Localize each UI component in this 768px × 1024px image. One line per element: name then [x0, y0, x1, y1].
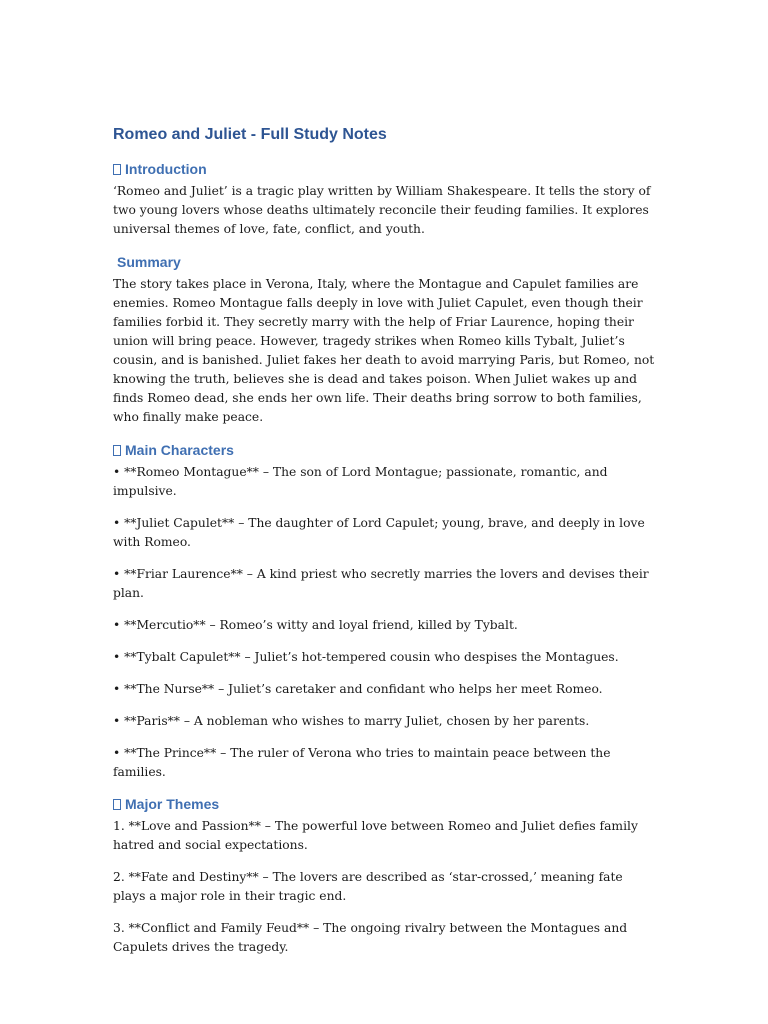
list-item: 3. **Conflict and Family Feud** – The ongoing rivalry between the Montagues and Capulets drives the tragedy.: [113, 921, 628, 954]
list-item: • **Mercutio** – Romeo’s witty and loyal friend, killed by Tybalt.: [113, 618, 518, 632]
list-item: • **The Prince** – The ruler of Verona who tries to maintain peace between the families.: [113, 746, 611, 779]
missing-glyph-icon: [113, 799, 121, 810]
introduction-heading: [113, 160, 658, 178]
summary-text: The story takes place in Verona, Italy, where the Montague and Capulet families are enemies. Romeo Montague falls deeply in love with Juliet Capulet, even though their families forbid it. They secretly marry with the help of Friar Laurence, hoping their union will bring peace. However, tragedy strikes when Romeo kills Tybalt, Juliet’s cousin, and is banished. Juliet fakes her death to avoid marrying Paris, but Romeo, not knowing the truth, believes she is dead and takes poison. When Juliet wakes up and finds Romeo dead, she ends her own life. Their deaths bring sorrow to both families, who finally make peace.: [113, 277, 655, 424]
characters-heading: [113, 441, 658, 459]
introduction-heading-text: Introduction: [125, 161, 207, 177]
characters-section: [113, 441, 658, 782]
list-item: 2. **Fate and Destiny** – The lovers are described as ‘star-crossed,’ meaning fate plays a major role in their tragic end.: [113, 870, 623, 903]
missing-glyph-icon: [113, 445, 121, 456]
missing-glyph-icon: [113, 164, 121, 175]
list-item: • **Friar Laurence** – A kind priest who secretly marries the lovers and devises their plan.: [113, 567, 649, 600]
list-item: • **Paris** – A nobleman who wishes to marry Juliet, chosen by her parents.: [113, 714, 590, 728]
summary-heading-text: Summary: [117, 254, 181, 270]
document-page: [113, 124, 658, 971]
themes-section: [113, 795, 658, 957]
document-title: Romeo and Juliet - Full Study Notes: [113, 126, 387, 143]
characters-list: [113, 463, 658, 782]
themes-heading: [113, 795, 658, 813]
introduction-section: [113, 160, 658, 239]
themes-list: [113, 817, 658, 957]
themes-heading-text: Major Themes: [125, 796, 220, 812]
list-item: • **The Nurse** – Juliet’s caretaker and confidant who helps her meet Romeo.: [113, 682, 603, 696]
summary-section: [113, 253, 658, 427]
list-item: • **Juliet Capulet** – The daughter of Lord Capulet; young, brave, and deeply in love with Romeo.: [113, 516, 645, 549]
list-item: 1. **Love and Passion** – The powerful love between Romeo and Juliet defies family hatred and social expectations.: [113, 819, 638, 852]
characters-heading-text: Main Characters: [125, 442, 234, 458]
introduction-text: ‘Romeo and Juliet’ is a tragic play written by William Shakespeare. It tells the story of two young lovers whose deaths ultimately reconcile their feuding families. It explores universal themes of love, fate, conflict, and youth.: [113, 184, 651, 236]
list-item: • **Tybalt Capulet** – Juliet’s hot-tempered cousin who despises the Montagues.: [113, 650, 619, 664]
list-item: • **Romeo Montague** – The son of Lord Montague; passionate, romantic, and impulsive.: [113, 465, 608, 498]
summary-heading: [113, 253, 658, 271]
